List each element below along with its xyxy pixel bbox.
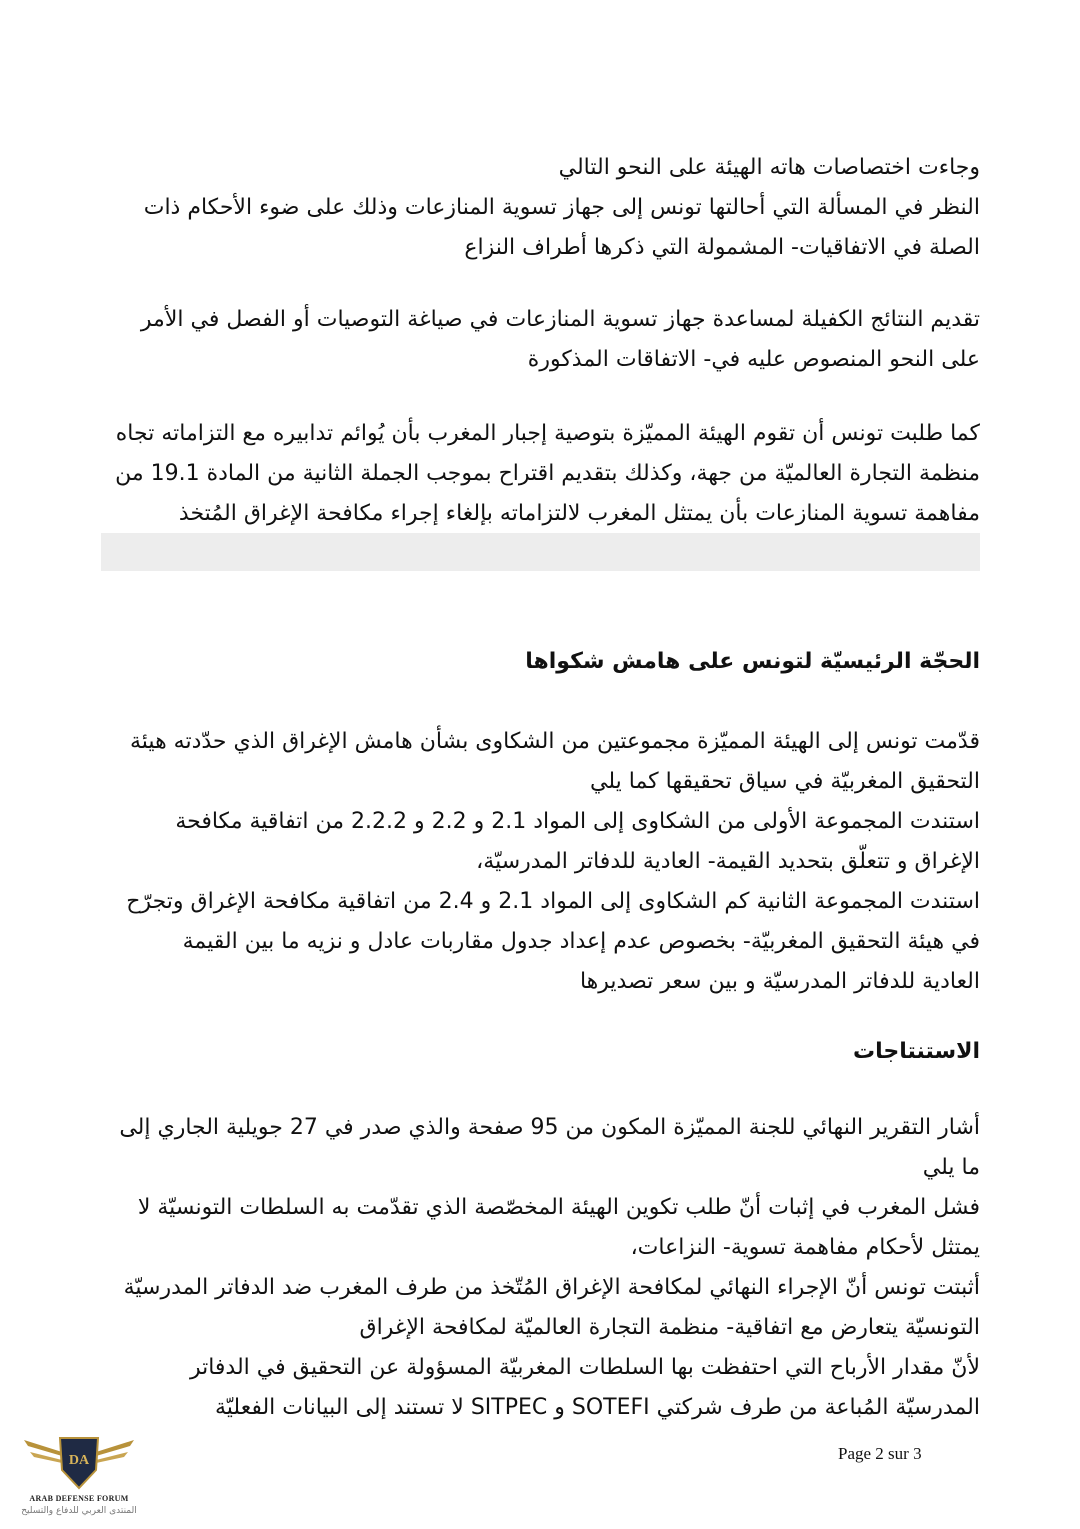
text-line: وجاءت اختصاصات هاته الهيئة على النحو التالي	[558, 155, 980, 180]
text-line: مفاهمة تسوية المنازعات بأن يمتثل المغرب لالتزاماته بإلغاء إجراء مكافحة الإغراق المُتخذ	[178, 501, 980, 526]
forum-watermark-logo	[14, 1432, 144, 1524]
section-heading-main-argument: الحجّة الرئيسيّة لتونس على هامش شكواها	[525, 649, 980, 674]
watermark-title-en: ARAB DEFENSE FORUM	[29, 1494, 129, 1503]
request-paragraph	[100, 414, 980, 534]
text-line: منظمة التجارة العالميّة من جهة، وكذلك بتقديم اقتراح بموجب الجملة الثانية من المادة 19.1 من	[115, 461, 980, 486]
highlight-band	[101, 533, 980, 571]
main-argument-paragraph	[100, 722, 980, 1002]
text-line: استندت المجموعة الأولى من الشكاوى إلى المواد 2.1 و 2.2 و 2.2.2 من اتفاقية مكافحة	[175, 809, 980, 834]
text-line: التحقيق المغربيّة في سياق تحقيقها كما يلي	[590, 769, 980, 794]
text-line: أثبتت تونس أنّ الإجراء النهائي لمكافحة الإغراق المُتّخذ من طرف المغرب ضد الدفاتر المدرسيّة	[123, 1275, 980, 1300]
text-line: يمتثل لأحكام مفاهمة تسوية- النزاعات،	[630, 1235, 980, 1260]
text-line: الإغراق و تتعلّق بتحديد القيمة- العادية للدفاتر المدرسيّة،	[476, 849, 980, 874]
text-line: أشار التقرير النهائي للجنة المميّزة المكون من 95 صفحة والذي صدر في 27 جويلية الجاري إلى	[119, 1115, 980, 1140]
results-paragraph	[100, 300, 980, 380]
text-line: الصلة في الاتفاقيات- المشمولة التي ذكرها أطراف النزاع	[464, 235, 980, 260]
conclusions-paragraph	[100, 1108, 980, 1428]
intro-paragraph	[100, 148, 980, 268]
text-line: المدرسيّة المُباعة من طرف شركتي SOTEFI و SITPEC لا تستند إلى البيانات الفعليّة	[214, 1395, 980, 1420]
text-line: في هيئة التحقيق المغربيّة- بخصوص عدم إعداد جدول مقاربات عادل و نزيه ما بين القيمة	[182, 929, 980, 954]
shield-wings-icon	[14, 1432, 144, 1496]
text-line: العادية للدفاتر المدرسيّة و بين سعر تصديرها	[579, 969, 980, 994]
text-line: التونسيّة يتعارض مع اتفاقية- منظمة التجارة العالميّة لمكافحة الإغراق	[359, 1315, 980, 1340]
text-line: تقديم النتائج الكفيلة لمساعدة جهاز تسوية المنازعات في صياغة التوصيات أو الفصل في الأمر	[140, 307, 980, 332]
text-line: استندت المجموعة الثانية كم الشكاوى إلى المواد 2.1 و 2.4 من اتفاقية مكافحة الإغراق وتجرّح	[126, 889, 980, 914]
text-line: على النحو المنصوص عليه في- الاتفاقات المذكورة	[527, 347, 980, 372]
monogram-text: DA	[68, 1453, 90, 1468]
section-heading-conclusions: الاستنتاجات	[853, 1039, 980, 1064]
text-line: كما طلبت تونس أن تقوم الهيئة المميّزة بتوصية إجبار المغرب بأن يُوائم تدابيره مع التزاماته تجاه	[115, 421, 980, 446]
text-line: قدّمت تونس إلى الهيئة المميّزة مجموعتين من الشكاوى بشأن هامش الإغراق الذي حدّدته هيئة	[130, 729, 980, 754]
page-number: Page 2 sur 3	[838, 1444, 922, 1463]
watermark-title-ar: المنتدى العربي للدفاع والتسليح	[21, 1506, 137, 1516]
text-line: النظر في المسألة التي أحالتها تونس إلى جهاز تسوية المنازعات وذلك على ضوء الأحكام ذات	[143, 195, 980, 220]
text-line: ما يلي	[922, 1155, 980, 1180]
text-line: فشل المغرب في إثبات أنّ طلب تكوين الهيئة المخصّصة الذي تقدّمت به السلطات التونسيّة لا	[137, 1195, 980, 1220]
text-line: لأنّ مقدار الأرباح التي احتفظت بها السلطات المغربيّة المسؤولة عن التحقيق في الدفاتر	[189, 1355, 980, 1380]
